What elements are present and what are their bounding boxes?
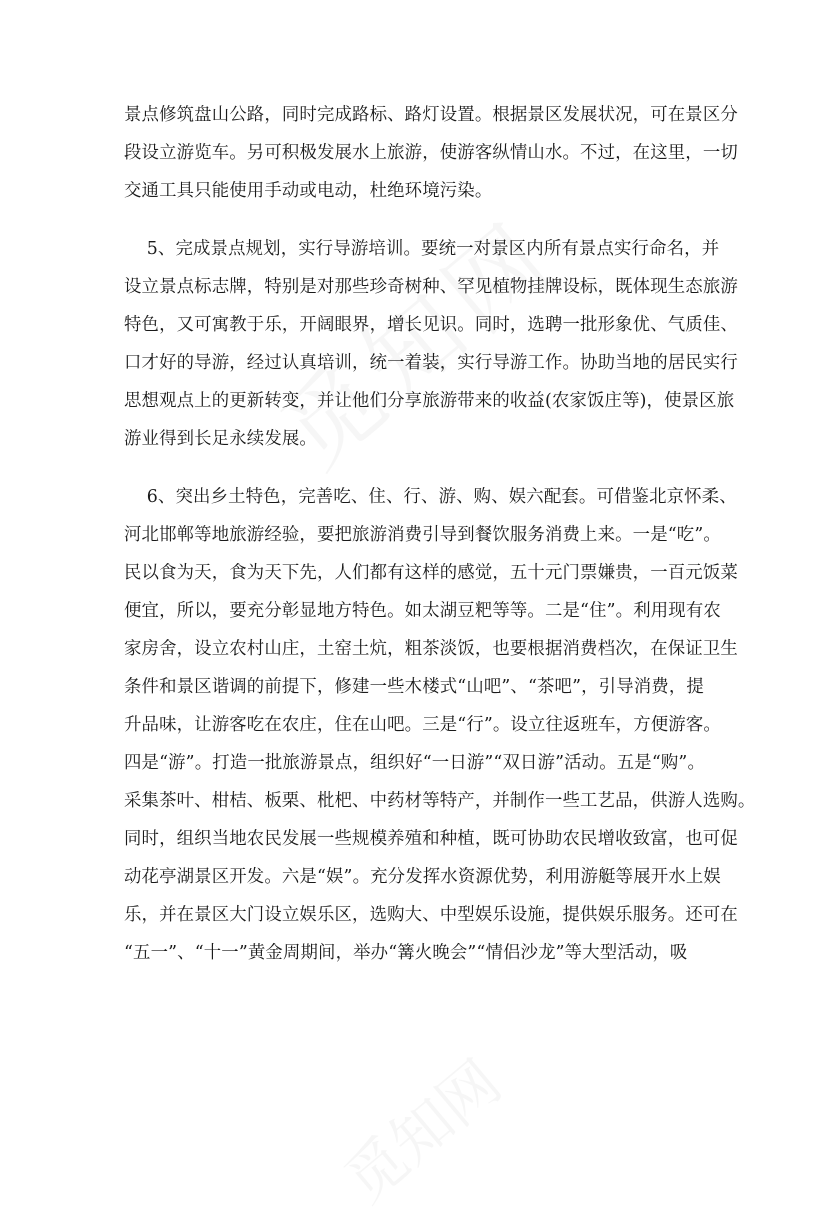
text-line: 特色，又可寓教于乐，开阔眼界，增长见识。同时，选聘一批形象优、气质佳、 — [124, 315, 738, 335]
text-line: 段设立游览车。另可积极发展水上旅游，使游客纵情山水。不过，在这里，一切 — [124, 143, 738, 163]
text-line: 民以食为天，食为天下先，人们都有这样的感觉，五十元门票嫌贵，一百元饭菜 — [124, 563, 738, 583]
text-line: “五一”、“十一”黄金周期间，举办“篝火晚会”“情侣沙龙”等大型活动，吸 — [124, 943, 688, 963]
text-line: 思想观点上的更新转变，并让他们分享旅游带来的收益(农家饭庄等)，使景区旅 — [124, 391, 735, 411]
text-line: 家房舍，设立农村山庄，土窑土炕，粗茶淡饭，也要根据消费档次，在保证卫生 — [124, 639, 738, 659]
text-line: 便宜，所以，要充分彰显地方特色。如太湖豆粑等等。二是“住”。利用现有农 — [124, 601, 721, 621]
document-body — [124, 96, 756, 972]
text-line: 交通工具只能使用手动或电动，杜绝环境污染。 — [124, 181, 493, 201]
text-line: 5、完成景点规划，实行导游培训。要统一对景区内所有景点实行命名，并 — [124, 239, 720, 259]
text-line: 乐，并在景区大门设立娱乐区，选购大、中型娱乐设施，提供娱乐服务。还可在 — [124, 905, 738, 925]
paragraph-planning — [124, 230, 738, 458]
text-line: 采集茶叶、柑桔、板栗、枇杷、中药材等特产，并制作一些工艺品，供游人选购。 — [124, 791, 756, 811]
text-line: 设立景点标志牌，特别是对那些珍奇树种、罕见植物挂牌设标，既体现生态旅游 — [124, 277, 738, 297]
paragraph-local-features — [124, 478, 756, 972]
text-line: 游业得到长足永续发展。 — [124, 429, 317, 449]
text-line: 河北邯郸等地旅游经验，要把旅游消费引导到餐饮服务消费上来。一是“吃”。 — [124, 525, 721, 545]
text-line: 景点修筑盘山公路，同时完成路标、路灯设置。根据景区发展状况，可在景区分 — [124, 105, 738, 125]
text-line: 6、突出乡土特色，完善吃、住、行、游、购、娱六配套。可借鉴北京怀柔、 — [124, 487, 737, 507]
text-line: 四是“游”。打造一批旅游景点，组织好“一日游”“双日游”活动。五是“购”。 — [124, 753, 706, 773]
paragraph-transport — [124, 96, 738, 210]
text-line: 口才好的导游，经过认真培训，统一着装，实行导游工作。协助当地的居民实行 — [124, 353, 738, 373]
watermark-bottom — [323, 1037, 516, 1219]
text-line: 动花亭湖景区开发。六是“娱”。充分发挥水资源优势，利用游艇等展开水上娱 — [124, 867, 721, 887]
text-line: 条件和景区谐调的前提下，修建一些木楼式“山吧”、“茶吧”，引导消费，提 — [124, 677, 704, 697]
text-line: 同时，组织当地农民发展一些规模养殖和种植，既可协助农民增收致富，也可促 — [124, 829, 738, 849]
text-line: 升品味，让游客吃在农庄，住在山吧。三是“行”。设立往返班车，方便游客。 — [124, 715, 721, 735]
